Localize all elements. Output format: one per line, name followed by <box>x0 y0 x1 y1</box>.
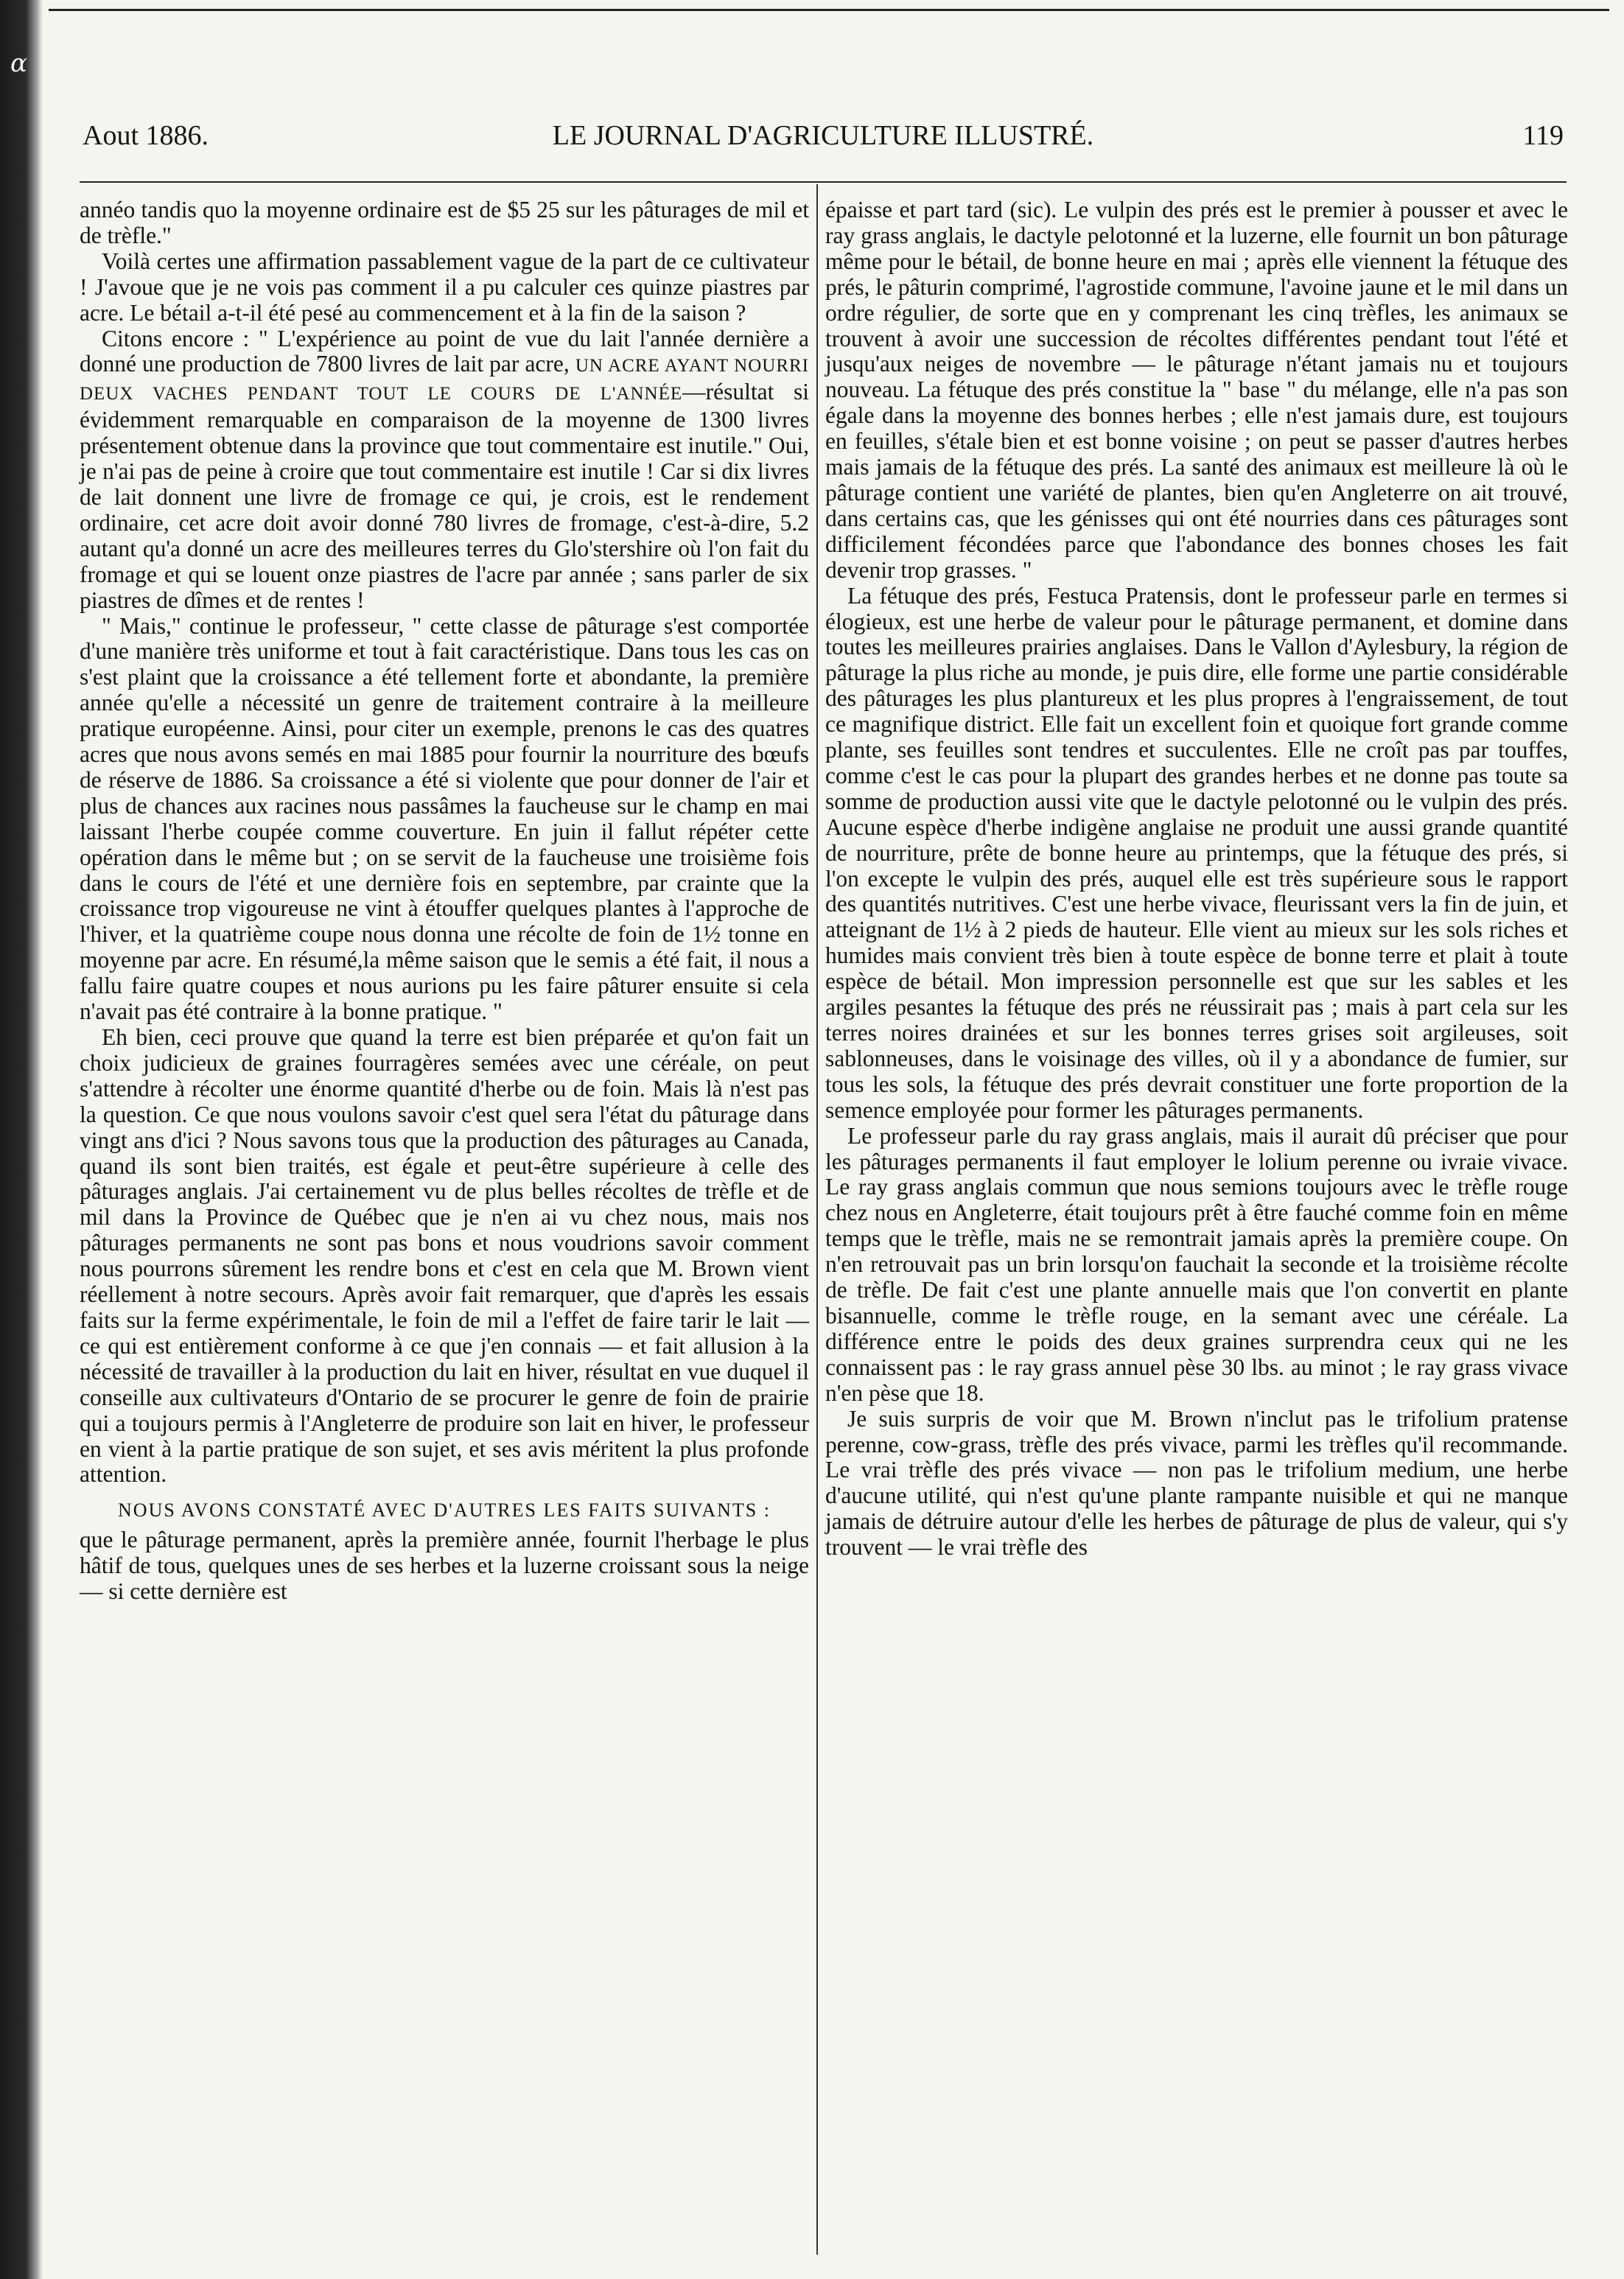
header-date: Aout 1886. <box>83 120 209 151</box>
paragraph-text: —résultat si évidemment remarquable en comparaison de la moyenne de 1300 livres présentement obtenue dans la province que tout commentaire est inutile." Oui, je n'ai pas de peine à croire que tout commentaire est inutile ! Car si dix livres de lait donnent une livre de fromage ce qui, je crois, est le rendement ordinaire, cet acre doit avoir donné 780 livres de fromage, c'est-à-dire, 5.2 autant qu'a donné un acre des meilleures terres du Glo'stershire où l'on fait du fromage et qui se louent onze piastres de l'acre par année ; sans parler de six piastres de dîmes et de rentes ! <box>80 379 809 613</box>
page-binding-edge <box>0 0 43 2279</box>
running-header <box>83 119 1564 161</box>
paragraph: annéo tandis quo la moyenne ordinaire est de $5 25 sur les pâturages de mil et de trèfle." <box>80 197 809 248</box>
small-caps-emphasis: UN ACRE AYANT NOURRI DEUX VACHES PENDANT TOUT LE COURS DE L'ANNÉE <box>80 356 810 405</box>
paragraph: Je suis surpris de voir que M. Brown n'inclut pas le trifolium pratense perenne, cow-grass, trèfle des prés vivace, parmi les trèfles qu'il recommande. Le vrai trèfle des prés vivace — non pas le trifolium medium, une herbe d'aucune utilité, qui n'est qu'une plante rampante nuisible et qui ne manque jamais de détruire autour d'elle les herbes de pâturage de plus de valeur, qui s'y trouvent — le vrai trèfle des <box>825 1405 1568 1561</box>
header-rule <box>80 181 1567 183</box>
paragraph-text: Citons encore : " L'expérience au point de vue du lait l'année dernière a donné une production de 7800 livres de lait par acre, <box>80 325 809 377</box>
paragraph: La fétuque des prés, Festuca Pratensis, dont le professeur parle en termes si élogieux, est une herbe de valeur pour le pâturage permanent, et domine dans toutes les meilleures prairies anglaises. Dans le Vallon d'Aylesbury, la région de pâturage la plus riche au monde, je puis dire, elle forme une partie considérable des pâturages les plus plantureux et les plus propres à l'engraissement, de tout ce magnifique district. Elle fait un excellent foin et quoique fort grande comme plante, ses feuilles sont tendres et succulentes. Elle ne croît pas par touffes, comme c'est le cas pour la plupart des grandes herbes et ne donne pas toute sa somme de production aussi vite que le dactyle pelotonné ou le vulpin des prés. Aucune espèce d'herbe indigène anglaise ne produit une aussi grande quantité de nourriture, prête de bonne heure au printemps, que la fétuque des prés, si l'on excepte le vulpin des prés, auquel elle est très supérieure sous le rapport des quantités nutritives. C'est une herbe vivace, fleurissant vers la fin de juin, et atteignant de 1½ à 2 pieds de hauteur. Elle vient au mieux sur les sols riches et humides mais convient très bien à toute espèce de bonne terre et plait à toute espèce de bétail. Mon impression personnelle est que sur les sables et les argiles pesantes la fétuque des prés ne réussirait pas ; mais à part cela sur les terres noires drainées et sur les bonnes terres grises soit argileuses, soit sablonneuses, dans le voisinage des villes, où il y a abondance de fumier, sur tous les sols, la fétuque des prés devrait constituer une forte proportion de la semence employée pour former les pâturages permanents. <box>825 582 1568 1123</box>
section-subheading: NOUS AVONS CONSTATÉ AVEC D'AUTRES LES FAITS SUIVANTS : <box>118 1499 771 1522</box>
top-rule <box>49 9 1609 11</box>
right-column <box>825 197 1568 1561</box>
page-number: 119 <box>1522 120 1564 151</box>
paragraph: " Mais," continue le professeur, " cette classe de pâturage s'est comportée d'une manière très uniforme et tout à fait caractéristique. Dans tous les cas on s'est plaint que la croissance a été tellement forte et abondante, la première année qu'elle a nécessité un genre de traitement contraire à la meilleure pratique européenne. Ainsi, pour citer un exemple, prenons le cas des quatres acres que nous avons semés en mai 1885 pour fournir la nourriture des bœufs de réserve de 1886. Sa croissance a été si violente que pour donner de l'air et plus de chances aux racines nous passâmes la faucheuse sur le champ en mai laissant l'herbe coupée comme couverture. En juin il fallut répéter cette opération dans le même but ; on se servit de la faucheuse une troisième fois dans le cours de l'été et une dernière fois en septembre, par crainte que la croissance trop vigoureuse ne vint à étouffer quelques plantes à l'approche de l'hiver, et la quatrième coupe nous donna une récolte de foin de 1½ tonne en moyenne par acre. En résumé,la même saison que le semis a été fait, il nous a fallu faire quatre coupes et nous aurions pu les faire pâturer ensuite si cela n'avait pas été contraire à la bonne pratique. " <box>80 612 809 1025</box>
journal-title: LE JOURNAL D'AGRICULTURE ILLUSTRÉ. <box>552 120 1094 151</box>
left-column <box>80 197 809 1605</box>
binding-letter-mark: α <box>10 49 27 78</box>
paragraph: épaisse et part tard (sic). Le vulpin des prés est le premier à pousser et avec le ray grass anglais, le dactyle pelotonné et la luzerne, elle fournit un bon pâturage même pour le bétail, de bonne heure en mai ; après elle viennent la fétuque des prés, le pâturin comprimé, l'agrostide commune, l'avoine jaune et le mil dans un ordre régulier, de sorte que en y comprenant les cinq trèfles, les animaux se trouvent à avoir une succession de récoltes différentes pendant tout l'été et jusqu'aux neiges de novembre — le pâturage n'étant jamais nu et toujours nouveau. La fétuque des prés constitue la " base " du mélange, elle n'a pas son égale dans la moyenne des bonnes herbes ; elle n'est jamais dure, est toujours en feuilles, s'étale bien et est bonne voisine ; on peut se passer d'autres herbes mais jamais de la fétuque des prés. La santé des animaux est meilleure là où le pâturage contient une variété de plantes, bien qu'en Angleterre on ait trouvé, dans certains cas, que les génisses qui ont été nourries dans ces pâturages sont difficilement fécondées parce que l'abondance des bonnes choses les fait devenir trop grasses. " <box>825 197 1568 583</box>
paragraph: Le professeur parle du ray grass anglais, mais il aurait dû préciser que pour les pâturages permanents il faut employer le lolium perenne ou ivraie vivace. Le ray grass anglais commun que nous semions toujours avec le trèfle rouge chez nous en Angleterre, était toujours prêt à être fauché comme foin en même temps que le trèfle, mais ne se remontrait jamais après la première coupe. On n'en retrouvait pas un brin lorsqu'on fauchait la seconde et la troisième récolte de trèfle. De fait c'est une plante annuelle mais que l'on convertit en plante bisannuelle, comme le trèfle rouge, en la semant avec une céréale. La différence entre le poids des deux graines surprendra ceux qui ne les connaissent pas : le ray grass annuel pèse 30 lbs. au minot ; le ray grass vivace n'en pèse que 18. <box>825 1122 1568 1406</box>
paragraph: Eh bien, ceci prouve que quand la terre est bien préparée et qu'on fait un choix judicieux de graines fourragères semées avec une céréale, on peut s'attendre à récolter une énorme quantité d'herbe ou de foin. Mais là n'est pas la question. Ce que nous voulons savoir c'est quel sera l'état du pâturage dans vingt ans d'ici ? Nous savons tous que la production des pâturages au Canada, quand ils sont bien traités, est égale et peut-être supérieure à celle des pâturages anglais. J'ai certainement vu de plus belles récoltes de trèfle et de mil dans la Province de Québec que je n'en ai vu chez nous, mais nos pâturages permanents ne sont pas bons et nous voudrions savoir comment nous pourrons sûrement les rendre bons et c'est en cela que M. Brown vient réellement à notre secours. Après avoir fait remarquer, que d'après les essais faits sur la ferme expérimentale, le foin de mil a l'effet de faire tarir le lait — ce qui est entièrement conforme à ce que j'en connais — et fait allusion à la nécessité de travailler à la production du lait en hiver, résultat en vue duquel il conseille aux cultivateurs d'Ontario de se procurer le genre de foin de prairie qui a toujours permis à l'Angleterre de produire son lait en hiver, le professeur en vient à la partie pratique de son sujet, et ses avis méritent la plus profonde attention. <box>80 1024 809 1488</box>
paragraph <box>80 326 809 614</box>
paragraph: Voilà certes une affirmation passablement vague de la part de ce cultivateur ! J'avoue que je ne vois pas comment il a pu calculer ces quinze piastres par acre. Le bétail a-t-il été pesé au commencement et à la fin de la saison ? <box>80 248 809 326</box>
column-divider <box>816 184 818 2255</box>
paragraph: que le pâturage permanent, après la première année, fournit l'herbage le plus hâtif de tous, quelques unes de ses herbes et la luzerne croissant sous la neige — si cette dernière est <box>80 1527 809 1605</box>
